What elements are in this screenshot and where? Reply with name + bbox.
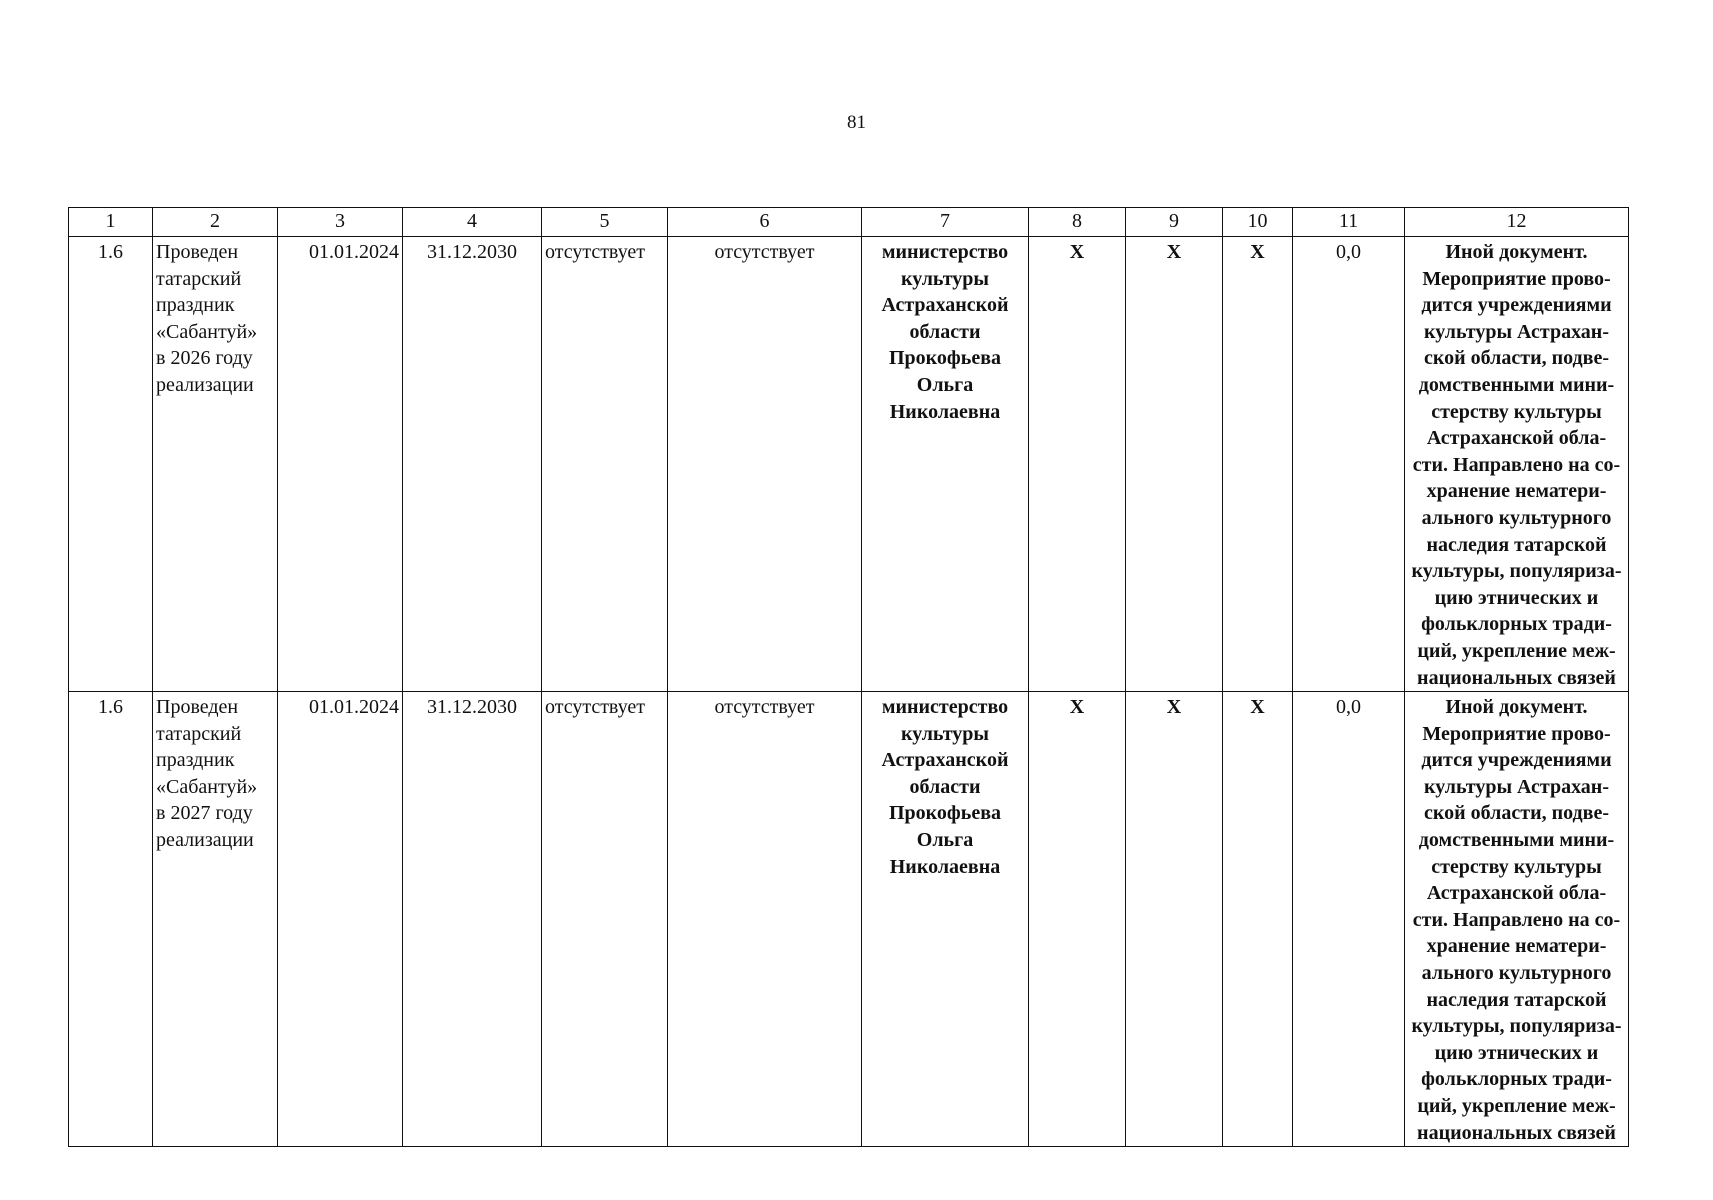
responsible-cell (862, 237, 1029, 692)
amount-cell: 0,0 (1293, 237, 1405, 692)
text-line: культуры, популяриза- (1411, 1015, 1622, 1038)
text-line: области (909, 775, 981, 798)
text-line: культуры Астрахан- (1423, 775, 1609, 798)
text-line: татарский (156, 722, 242, 745)
text-line: Иной документ. (1445, 241, 1588, 263)
text-line: «Сабантуй» (156, 775, 258, 798)
mark-cell: Х (1223, 237, 1293, 692)
start-date: 01.01.2024 (278, 692, 403, 1147)
text-line: наследия татарской (1426, 533, 1607, 556)
mark-cell: Х (1126, 237, 1223, 692)
status-cell: отсутствует (542, 692, 668, 1147)
text-line: культуры (900, 722, 990, 745)
text-line: домственными мини- (1418, 829, 1615, 852)
mark-cell: Х (1029, 692, 1126, 1147)
text-line: ской области, подве- (1423, 347, 1609, 370)
text-line: наследия татарской (1426, 988, 1607, 1011)
text-line: Астраханской (881, 749, 1009, 772)
end-date: 31.12.2030 (403, 692, 542, 1147)
text-line: сти. Направлено на со- (1412, 908, 1621, 931)
text-line: в 2026 году (156, 347, 253, 370)
column-number-cell: 4 (403, 208, 542, 237)
text-line: ций, укрепление меж- (1417, 1095, 1616, 1117)
text-line: культуры, популяриза- (1411, 560, 1622, 583)
mark-cell: Х (1223, 692, 1293, 1147)
column-number-cell: 6 (668, 208, 862, 237)
start-date: 01.01.2024 (278, 237, 403, 692)
column-number-cell: 8 (1029, 208, 1126, 237)
text-line: хранение нематери- (1426, 480, 1607, 503)
column-number-cell: 5 (542, 208, 668, 237)
event-name (153, 692, 278, 1147)
text-line: реализации (156, 373, 254, 396)
text-line: Ольга (916, 373, 974, 396)
text-line: министерство (881, 696, 1009, 719)
text-line: Мероприятие прово- (1422, 267, 1611, 290)
text-line: стерству культуры (1431, 400, 1602, 423)
column-number-cell: 1 (69, 208, 153, 237)
text-line: фольклорных тради- (1421, 1068, 1612, 1091)
text-line: домственными мини- (1418, 373, 1615, 396)
text-line: дится учреждениями (1421, 294, 1612, 317)
mark-cell: Х (1029, 237, 1126, 692)
text-line: Иной документ. (1445, 696, 1588, 719)
text-line: национальных связей (1417, 1121, 1616, 1144)
text-line: Ольга (916, 829, 974, 852)
text-line: цию этнических и (1434, 1041, 1599, 1064)
text-line: дится учреждениями (1421, 749, 1612, 772)
text-line: ального культурного (1421, 506, 1612, 529)
table-row (69, 237, 1629, 692)
row-number: 1.6 (69, 237, 153, 692)
page-number: 81 (847, 112, 866, 133)
text-line: Николаевна (889, 400, 1001, 423)
text-line: в 2027 году (156, 802, 253, 825)
text-line: Астраханской обла- (1426, 427, 1607, 450)
text-line: Проведен (156, 241, 239, 263)
note-cell (1405, 692, 1629, 1147)
text-line: фольклорных тради- (1421, 613, 1612, 636)
text-line: цию этнических и (1434, 586, 1599, 609)
text-line: Прокофьева (888, 802, 1002, 825)
text-line: Мероприятие прово- (1422, 722, 1611, 745)
column-number-cell: 2 (153, 208, 278, 237)
end-date: 31.12.2030 (403, 237, 542, 692)
text-line: стерству культуры (1431, 855, 1602, 878)
status-cell: отсутствует (542, 237, 668, 692)
text-line: области (909, 320, 981, 343)
text-line: хранение нематери- (1426, 935, 1607, 958)
text-line: культуры (900, 267, 990, 290)
text-line: праздник (156, 294, 235, 317)
text-line: праздник (156, 749, 235, 772)
text-line: министерство (881, 241, 1009, 263)
text-line: ской области, подве- (1423, 802, 1609, 825)
amount-cell: 0,0 (1293, 692, 1405, 1147)
text-line: культуры Астрахан- (1423, 320, 1609, 343)
text-line: национальных связей (1417, 666, 1616, 689)
text-line: Николаевна (889, 855, 1001, 878)
text-line: «Сабантуй» (156, 320, 258, 343)
text-line: Астраханской (881, 294, 1009, 317)
status-cell: отсутствует (668, 692, 862, 1147)
column-number-cell: 12 (1405, 208, 1629, 237)
text-line: ций, укрепление меж- (1417, 639, 1616, 662)
status-cell: отсутствует (668, 237, 862, 692)
text-line: Проведен (156, 696, 239, 719)
text-line: реализации (156, 829, 254, 852)
column-number-cell: 11 (1293, 208, 1405, 237)
mark-cell: Х (1126, 692, 1223, 1147)
column-number-row (69, 208, 1629, 237)
column-number-cell: 10 (1223, 208, 1293, 237)
event-plan-table (68, 207, 1629, 1147)
column-number-cell: 3 (278, 208, 403, 237)
text-line: сти. Направлено на со- (1412, 453, 1621, 476)
table-row (69, 692, 1629, 1147)
event-name (153, 237, 278, 692)
text-line: ального культурного (1421, 962, 1612, 985)
note-cell (1405, 237, 1629, 692)
text-line: Астраханской обла- (1426, 882, 1607, 905)
text-line: Прокофьева (888, 347, 1002, 370)
row-number: 1.6 (69, 692, 153, 1147)
column-number-cell: 7 (862, 208, 1029, 237)
column-number-cell: 9 (1126, 208, 1223, 237)
responsible-cell (862, 692, 1029, 1147)
text-line: татарский (156, 267, 242, 290)
